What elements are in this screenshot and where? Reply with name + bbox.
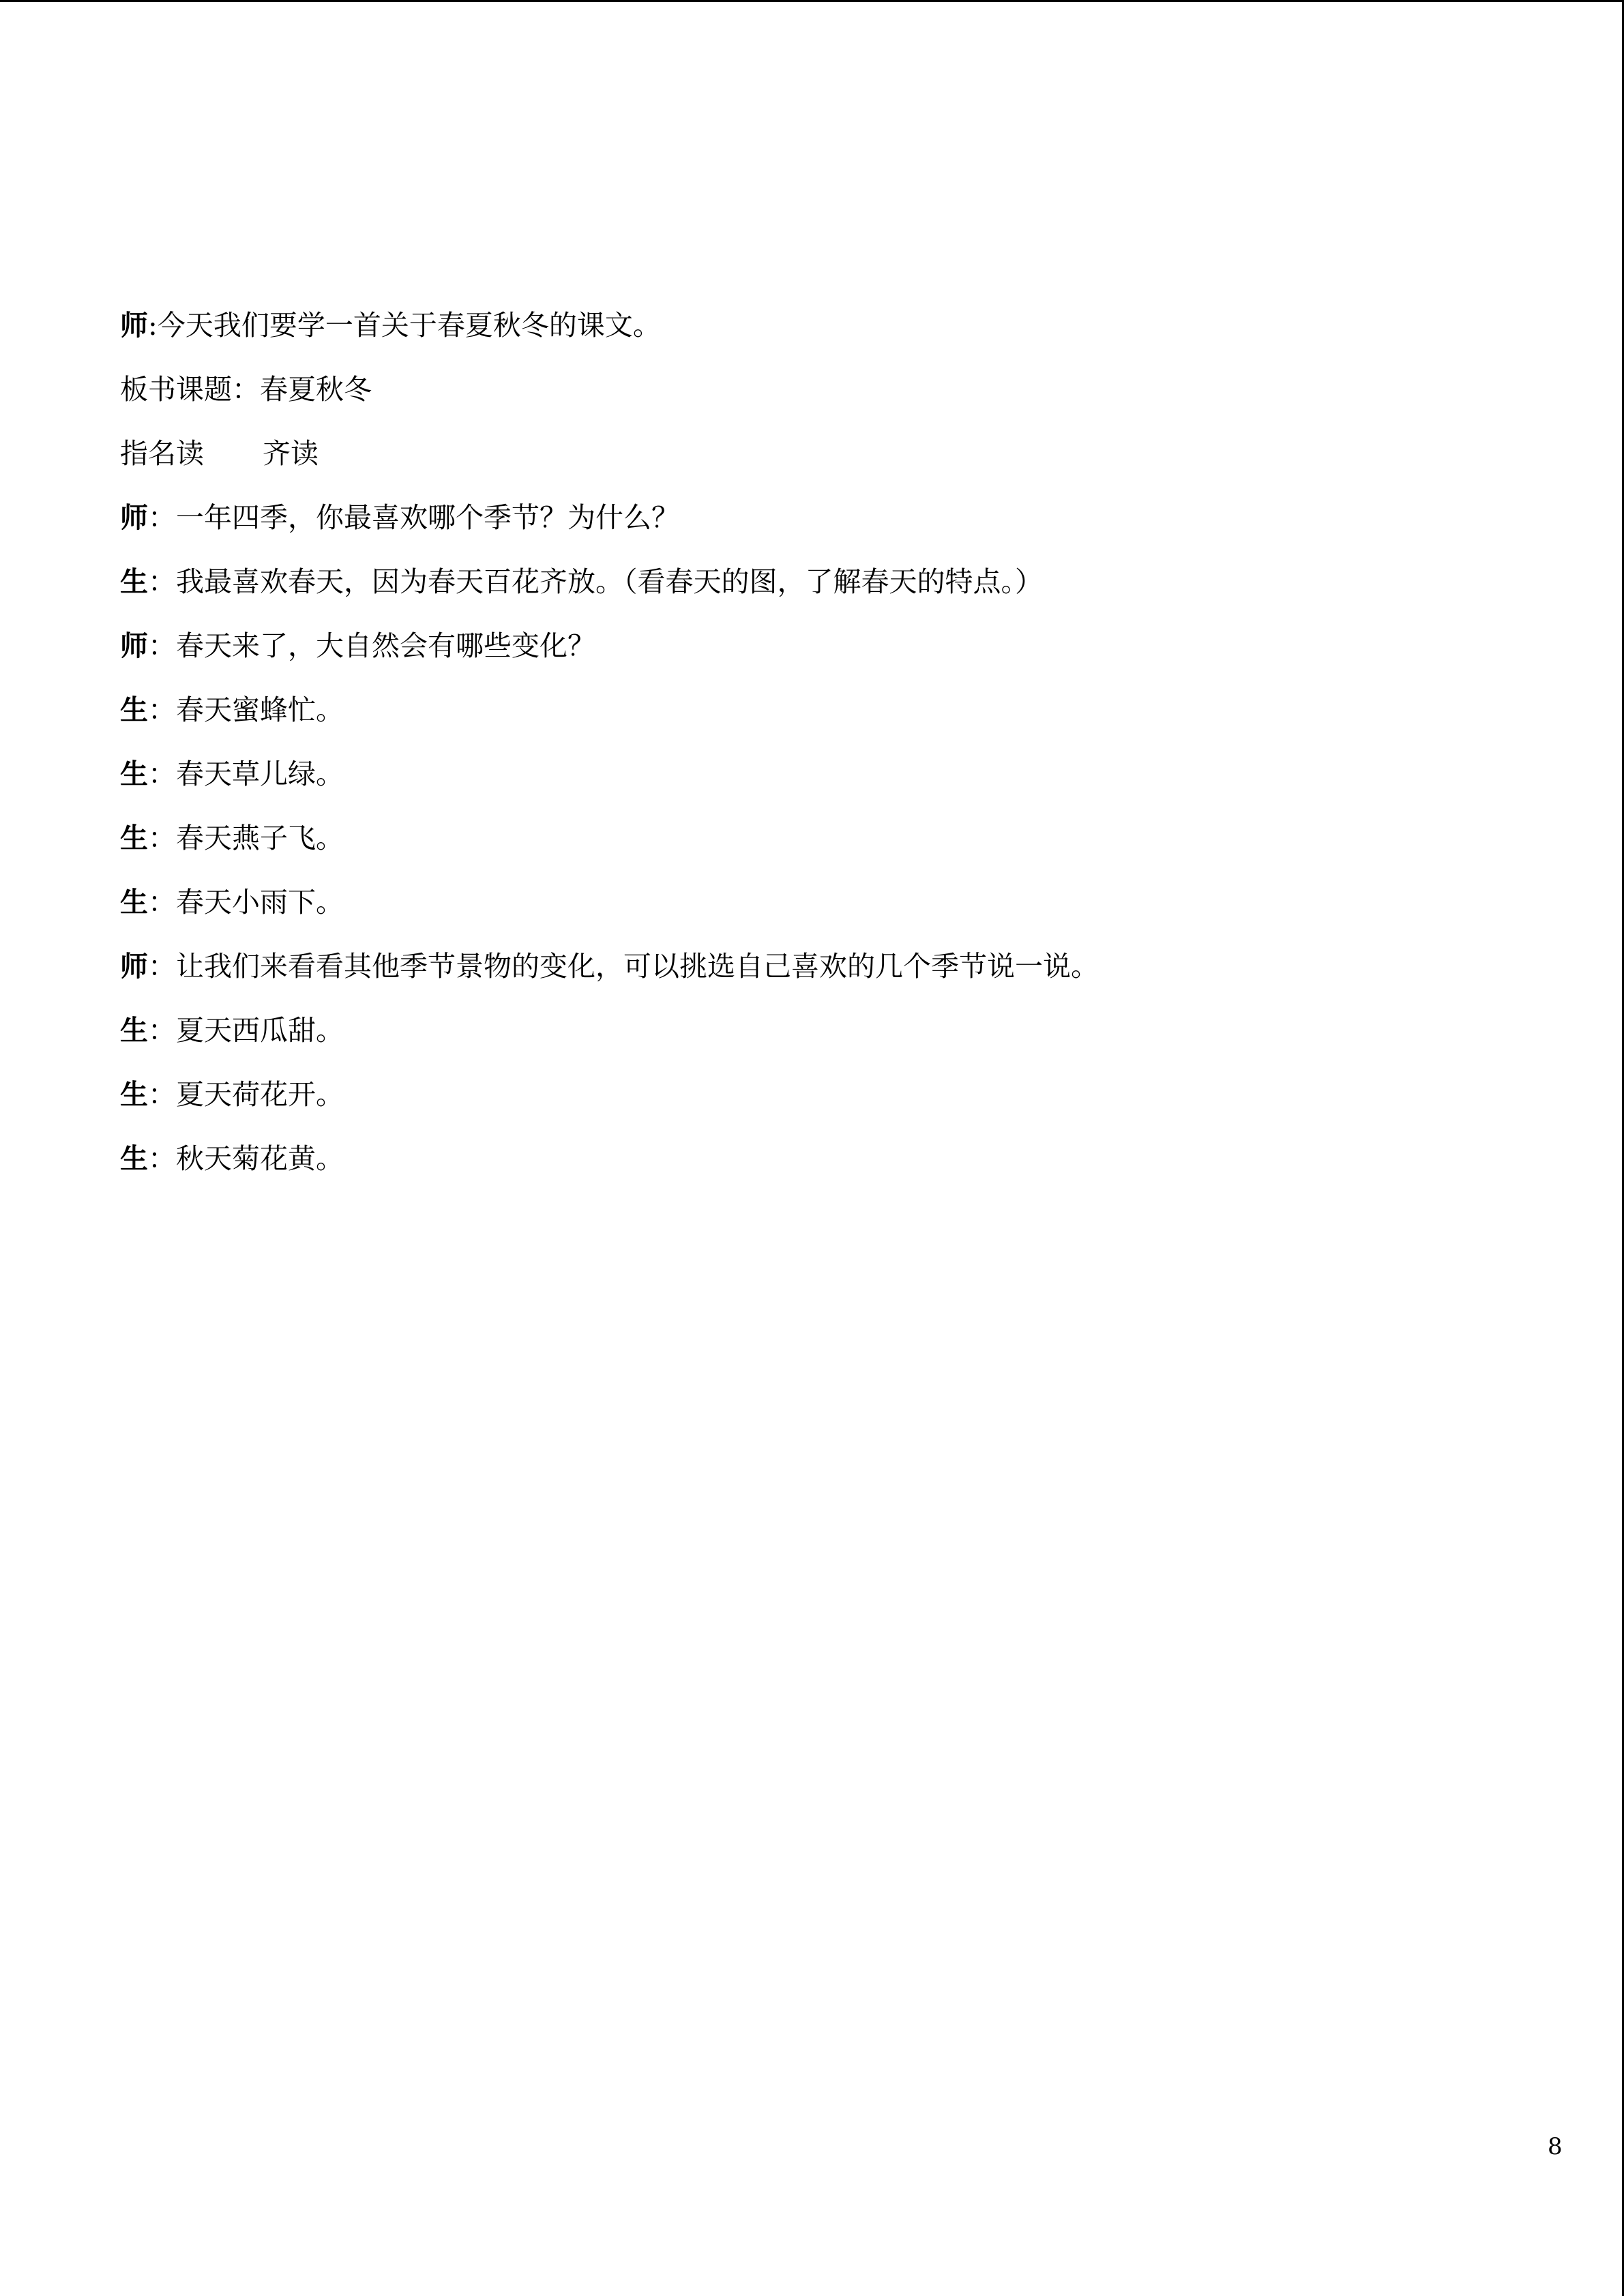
line-text: 夏天西瓜甜。 <box>176 1014 344 1047</box>
line-text: 指名读 <box>120 437 204 470</box>
speaker-separator: ： <box>148 1078 176 1111</box>
speaker-label: 师 <box>120 501 148 534</box>
line-text: 春天小雨下。 <box>176 886 344 919</box>
speaker-separator: ： <box>148 950 176 983</box>
page-number: 8 <box>1548 2133 1563 2160</box>
dialogue-line <box>120 1073 1518 1137</box>
speaker-separator: ： <box>148 694 176 726</box>
dialogue-line <box>120 816 1518 880</box>
dialogue-line <box>120 880 1518 944</box>
document-body <box>120 303 1518 1201</box>
line-text: 秋天菊花黄。 <box>176 1142 344 1175</box>
dialogue-line <box>120 303 1518 368</box>
speaker-label: 师 <box>120 309 148 342</box>
dialogue-line <box>120 1137 1518 1201</box>
speaker-separator: ： <box>148 1142 176 1175</box>
line-text: 春天蜜蜂忙。 <box>176 694 344 726</box>
speaker-separator: ： <box>148 1014 176 1047</box>
speaker-separator: : <box>148 309 158 342</box>
dialogue-line <box>120 496 1518 560</box>
dialogue-line <box>120 944 1518 1009</box>
dialogue-line <box>120 624 1518 688</box>
line-text: 一年四季，你最喜欢哪个季节？为什么？ <box>176 501 679 534</box>
speaker-label: 生 <box>120 758 148 790</box>
top-border-line <box>0 0 1624 2</box>
dialogue-line <box>120 560 1518 624</box>
board-title-line <box>120 368 1518 432</box>
speaker-label: 生 <box>120 886 148 919</box>
speaker-separator: ： <box>148 501 176 534</box>
speaker-label: 师 <box>120 629 148 662</box>
speaker-label: 生 <box>120 694 148 726</box>
dialogue-line <box>120 688 1518 752</box>
speaker-label: 生 <box>120 565 148 598</box>
dialogue-line <box>120 752 1518 816</box>
line-text: 春天来了，大自然会有哪些变化？ <box>176 629 595 662</box>
dialogue-line <box>120 1009 1518 1073</box>
reading-instruction-line <box>120 432 1518 496</box>
speaker-separator: ： <box>148 886 176 919</box>
line-text: 今天我们要学一首关于春夏秋冬的课文。 <box>157 309 661 342</box>
line-text: 春天燕子飞。 <box>176 822 344 854</box>
speaker-separator: ： <box>148 629 176 662</box>
speaker-separator: ： <box>148 822 176 854</box>
speaker-separator: ： <box>148 758 176 790</box>
speaker-label: 生 <box>120 1078 148 1111</box>
speaker-separator: ： <box>148 565 176 598</box>
speaker-label: 生 <box>120 1142 148 1175</box>
speaker-label: 生 <box>120 1014 148 1047</box>
speaker-label: 师 <box>120 950 148 983</box>
line-text: 板书课题：春夏秋冬 <box>120 373 372 406</box>
line-text-secondary: 齐读 <box>263 437 319 470</box>
line-text: 让我们来看看其他季节景物的变化，可以挑选自己喜欢的几个季节说一说。 <box>176 950 1099 983</box>
speaker-label: 生 <box>120 822 148 854</box>
line-text: 我最喜欢春天，因为春天百花齐放。（看春天的图，了解春天的特点。） <box>176 565 1043 598</box>
line-text: 夏天荷花开。 <box>176 1078 344 1111</box>
line-text: 春天草儿绿。 <box>176 758 344 790</box>
